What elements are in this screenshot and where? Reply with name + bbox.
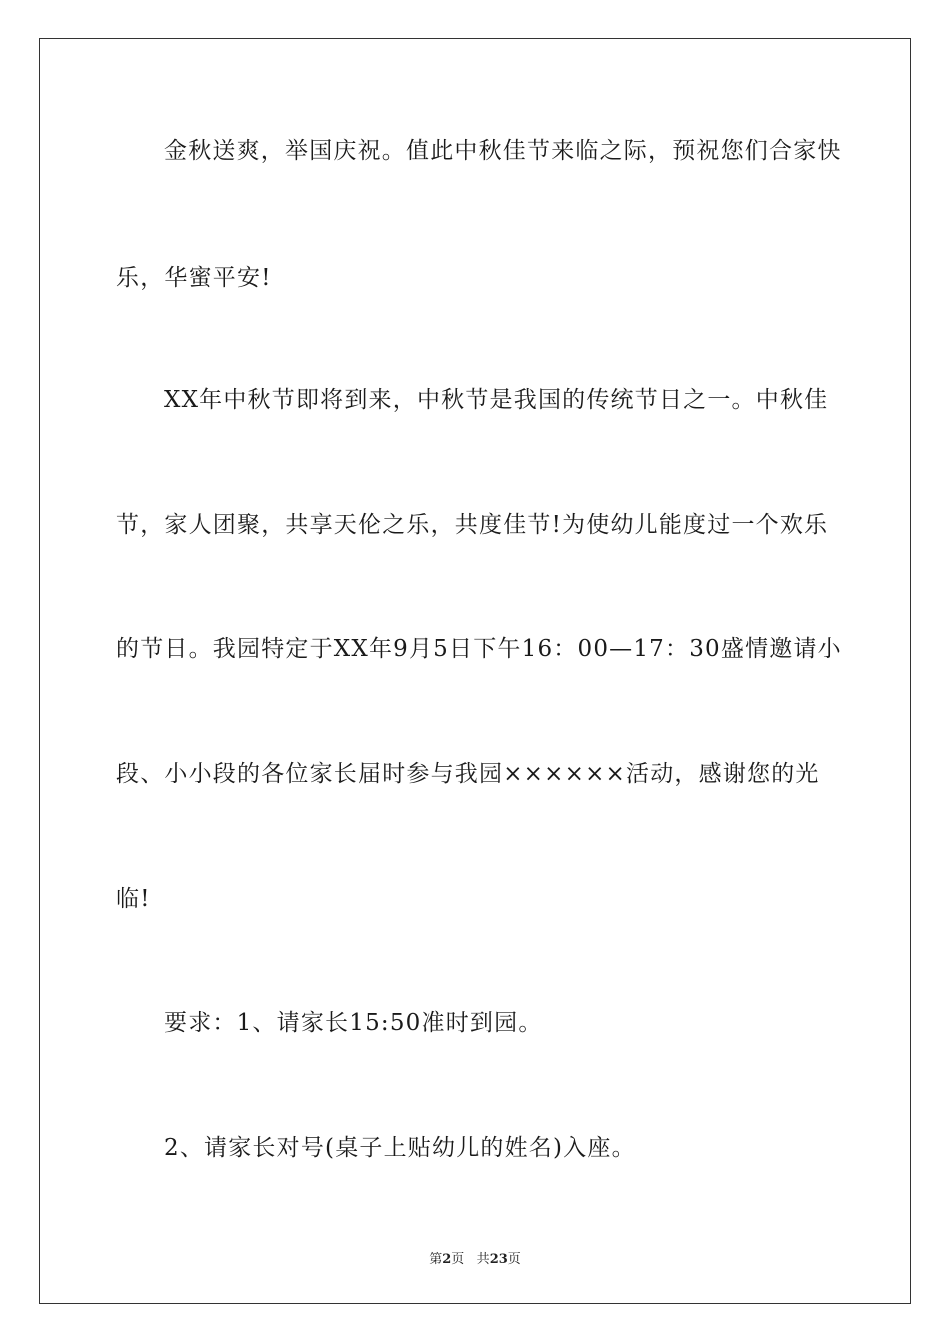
paragraph-2-line-5: 临! — [116, 886, 151, 912]
requirement-2: 2、请家长对号(桌子上贴幼儿的姓名)入座。 — [164, 1135, 636, 1161]
requirement-1: 要求：1、请家长15:50准时到园。 — [164, 1010, 543, 1036]
page-number: 2 — [442, 1252, 452, 1267]
paragraph-2-line-3: 的节日。我园特定于XX年9月5日下午16：00—17：30盛情邀请小 — [116, 636, 842, 662]
paragraph-2-line-1: XX年中秋节即将到来，中秋节是我国的传统节日之一。中秋佳 — [164, 387, 829, 413]
total-pages: 23 — [489, 1252, 508, 1267]
total-suffix: 页 — [507, 1252, 521, 1267]
paragraph-2-line-4: 段、小小段的各位家长届时参与我园××××××活动，感谢您的光 — [116, 761, 820, 787]
page-border — [39, 38, 911, 1304]
total-prefix: 共 — [476, 1252, 490, 1267]
paragraph-2-line-2: 节，家人团聚，共享天伦之乐，共度佳节!为使幼儿能度过一个欢乐 — [116, 512, 829, 538]
paragraph-1-line-1: 金秋送爽，举国庆祝。值此中秋佳节来临之际，预祝您们合家快 — [164, 138, 842, 164]
paragraph-1-line-2: 乐，华蜜平安! — [116, 265, 272, 291]
page-prefix: 第 — [429, 1252, 443, 1267]
page-suffix: 页 — [451, 1252, 465, 1267]
page-footer — [0, 1248, 950, 1267]
